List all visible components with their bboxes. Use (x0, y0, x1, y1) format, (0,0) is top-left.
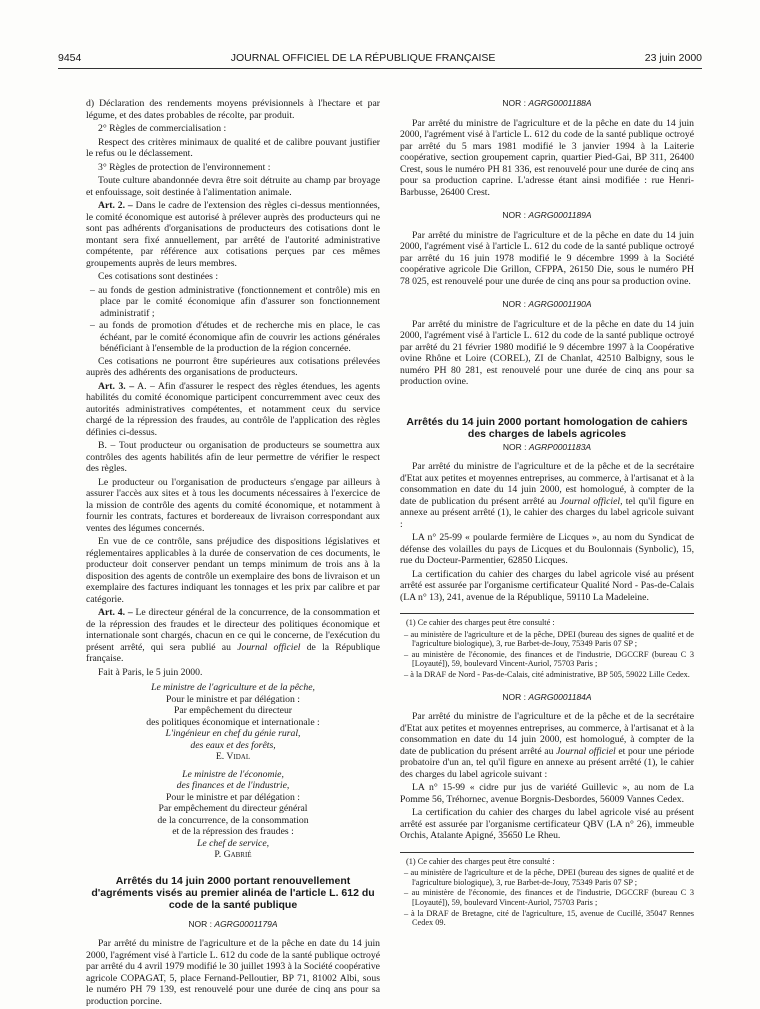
left-column (86, 98, 380, 1009)
footnote-intro: (1) Ce cahier des charges peut être consulté : (406, 618, 555, 627)
footnote (400, 613, 694, 680)
article-label: Art. 3. – (98, 380, 135, 392)
signature-block-1 (86, 682, 380, 763)
sig-line: des finances et de l'industrie, (176, 780, 290, 791)
footnote-intro: (1) Ce cahier des charges peut être consulté : (406, 856, 555, 866)
article-text: Le directeur général de la concurrence, de la consommation et de la répression des fraudes et le directeur des politiques économique et internationale sont chargés, chacun en ce qui le concerne, de l'exécution du présent arrêté, qui sera publié au (86, 607, 380, 653)
signatory-name: P. Gabrié (214, 849, 252, 860)
article-3 (86, 381, 380, 439)
nor-reference: NOR : AGRP0001183A (502, 441, 592, 452)
sig-line: des eaux et des forêts, (190, 739, 276, 751)
footnote-item: – au ministère de l'économie, des finances et de l'industrie, DGCCRF (bureau C 3 [Loyauté]), 59, boulevard Vincent-Auriol, 75703 Paris ; (404, 649, 694, 669)
para: Toute culture abandonnée devra être soit détruite au champ par broyage et enfouissage, soit destinée à l'alimentation animale. (86, 175, 380, 198)
para: Ces cotisations sont destinées : (98, 271, 219, 282)
sig-line: des politiques économique et internationale : (146, 716, 320, 728)
para: Par arrêté du ministre de l'agriculture et de la pêche en date du 14 juin 2000, l'agrément visé à l'article L. 612 du code de la santé publique octroyé par arrêté du 21 février 1980 modifié le 9 décembre 1997 à la Coopérative ovine Rhône et Loire (COREL), ZI de Chanlat, 42510 Balbigny, sous le numéro PH 80 281, est renouvelé pour une durée de cinq ans pour sa production ovine. (400, 318, 694, 387)
footnote-item: – au ministère de l'économie, des finances et de l'industrie, DGCCRF (bureau C 3 [Loyauté]), 59, boulevard Vincent-Auriol, 75703 Paris ; (404, 888, 694, 907)
footnote (400, 852, 694, 928)
article-text: Dans le cadre de l'extension des règles ci-dessus mentionnées, le comité économique est autorisé à prélever auprès des producteurs qui ne sont pas adhérents d'organisations de producteurs des cotisations dont le montant sera fixé annuellement, par arrêté de l'autorité administrative compétente, par référence aux cotisations perçues par ces mêmes groupements auprès de leurs membres. (86, 200, 380, 269)
para: La certification du cahier des charges du label agricole visé au présent arrêté est assurée par l'organisme certificateur QBV (LA n° 26), immeuble Orchis, Atalante Apigné, 35650 Le Rheu. (400, 807, 694, 842)
right-column (400, 98, 694, 929)
signatory-name: E. Vidal (215, 751, 251, 762)
para: LA n° 15-99 « cidre pur jus de variété Guillevic », au nom de La Pomme 56, Tréhornec, avenue Borgnis-Desbordes, 56009 Vannes Cedex. (400, 782, 694, 805)
sig-line: Le ministre de l'économie, (182, 768, 284, 780)
para: B. – Tout producteur ou organisation de producteurs se soumettra aux contrôles des agents habilités afin de leur permettre de vérifier le respect des règles. (86, 440, 380, 474)
journal-title: JOURNAL OFFICIEL DE LA RÉPUBLIQUE FRANÇAISE (230, 52, 496, 64)
sig-line: Pour le ministre et par délégation : (166, 693, 300, 705)
footnote-item: – au ministère de l'agriculture et de la pêche, DPEI (bureau des signes de qualité et de l'agriculture biologique), 3, rue Barbet-de-Jouy, 75349 Paris 07 SP ; (404, 868, 694, 887)
sig-line: Pour le ministre et par délégation : (166, 791, 300, 803)
nor-reference: NOR : AGRG0001190A (502, 299, 592, 309)
section-heading: Arrêtés du 14 juin 2000 portant renouvellement d'agréments visés au premier alinéa de l'article L. 612 du code de la santé publique (91, 874, 375, 911)
done-at: Fait à Paris, le 5 juin 2000. (98, 666, 203, 678)
nor-reference: NOR : AGRG0001188A (502, 98, 592, 108)
article-text-end: de la République française. (86, 641, 380, 664)
journal-ref: Journal officiel (559, 495, 621, 507)
para: Le producteur ou l'organisation de producteurs s'engage par ailleurs à assurer l'accès aux sites et à tous les documents nécessaires à l'exercice de la mission de contrôle des agents du comité économique, et notamment à fournir les contrats, factures et bordereaux de livraison correspondant aux ventes des légumes concernés. (86, 476, 380, 534)
article-label: Art. 2. – (98, 200, 133, 211)
bullet-item: – au fonds de promotion d'études et de recherche mis en place, le cas échéant, par le comité économique afin de couvrir les actions générales bénéficiant à l'ensemble de la production de la région concernée. (90, 320, 380, 354)
footnote-item: – à la DRAF de Bretagne, cité de l'agriculture, 15, avenue de Cucillé, 35047 Rennes Cedex 09. (404, 908, 694, 928)
para: En vue de ce contrôle, sans préjudice des dispositions législatives et réglementaires applicables à la durée de conservation de ces documents, le producteur doit conserver pendant un temps minimum de trois ans à la disposition des agents de contrôle un exemplaire des bons de livraison et un exemplaire des factures indiquant les tonnages et les prix par calibre et par catégorie. (86, 536, 380, 605)
para: 3° Règles de protection de l'environnement : (98, 161, 271, 173)
para: Par arrêté du ministre de l'agriculture et de la pêche et de la secrétaire d'Etat aux petites et moyennes entreprises, au commerce, à l'artisanat et à la consommation en date du 14 juin 2000, est homologué, à compter de la date de publication du présent arrêté au Journal officiel et pour une période probatoire d'un an, tel qu'il figure en annexe au présent arrêté (1), le cahier des charges du label agricole suivant : (400, 711, 694, 780)
issue-date: 23 juin 2000 (644, 52, 702, 64)
page-number: 9454 (58, 52, 82, 64)
sig-line: de la concurrence, de la consommation (157, 814, 309, 826)
article-text: A. – Afin d'assurer le respect des règles étendues, les agents habilités du comité économique participent concurremment avec ceux des autorités administratives compétentes, et notamment ceux du service chargé de la répression des fraudes, au contrôle de l'application des règles définies ci-dessus. (86, 380, 381, 438)
section-heading: Arrêtés du 14 juin 2000 portant homologation de cahiers des charges de labels agricoles (406, 415, 688, 440)
para: 2° Règles de commercialisation : (98, 123, 227, 134)
nor-reference: NOR : AGRG0001179A (188, 918, 278, 929)
sig-line: L'ingénieur en chef du génie rural, (165, 728, 301, 739)
nor-reference: NOR : AGRG0001184A (502, 691, 592, 702)
page-header (58, 52, 702, 69)
sig-line: Par empêchement du directeur (173, 705, 293, 716)
sig-line: Le ministre de l'agriculture et de la pêche, (151, 682, 315, 693)
para: Par arrêté du ministre de l'agriculture et de la pêche et de la secrétaire d'Etat aux petites et moyennes entreprises, au commerce, à l'artisanat et à la consommation en date du 14 juin 2000, est homologué, à compter de la date de publication du présent arrêté au Journal officiel, tel qu'il figure en annexe au présent arrêté (1), le cahier des charges du label agricole suivant : (400, 461, 694, 530)
para: La certification du cahier des charges du label agricole visé au présent arrêté est assurée par l'organisme certificateur Qualité Nord - Pas-de-Calais (LA n° 13), 241, avenue de la République, 59110 La Madeleine. (400, 568, 694, 603)
para: Ces cotisations ne pourront être supérieures aux cotisations prélevées auprès des adhérents des organisations de producteurs. (86, 355, 380, 378)
article-2 (86, 200, 380, 269)
nor-reference: NOR : AGRG0001189A (502, 210, 592, 220)
signature-block-2 (86, 769, 380, 861)
sig-line: et de la répression des fraudes : (172, 826, 294, 837)
article-label: Art. 4. – (98, 607, 133, 618)
para: d) Déclaration des rendements moyens prévisionnels à l'hectare et par légume, et des dates probables de récolte, par produit. (86, 98, 380, 121)
sig-line: Le chef de service, (196, 837, 270, 849)
journal-ref: Journal officiel (556, 745, 616, 757)
sig-line: Par empêchement du directeur général (158, 803, 308, 814)
bullet-item: – au fonds de gestion administrative (fonctionnement et contrôle) mis en place par le comité économique afin d'assurer son fonctionnement administratif ; (90, 284, 380, 319)
para: Par arrêté du ministre de l'agriculture et de la pêche en date du 14 juin 2000, l'agrément visé à l'article L. 612 du code de la santé publique octroyé par arrêté du 5 mars 1981 modifié le 3 janvier 1994 à la Laiterie coopérative, section groupement caprin, quartier Pied-Gai, BP 311, 26400 Crest, sous le numéro PH 81 336, est renouvelé pour une durée de cinq ans pour sa production caprine. L'adresse étant ainsi modifiée : rue Henri-Barbusse, 26400 Crest. (400, 117, 694, 198)
footnote-item: – à la DRAF de Nord - Pas-de-Calais, cité administrative, BP 505, 59022 Lille Cedex. (404, 669, 690, 679)
para: Par arrêté du ministre de l'agriculture et de la pêche en date du 14 juin 2000, l'agrément visé à l'article L. 612 du code de la santé publique octroyé par arrêté du 16 juin 1978 modifié le 9 décembre 1999 à la Société coopérative agricole Die Grillon, CFPPA, 26150 Die, sous le numéro PH 78 025, est renouvelé pour une durée de cinq ans pour sa production ovine. (400, 229, 694, 287)
journal-ref: Journal officiel (237, 641, 301, 653)
para: Respect des critères minimaux de qualité et de calibre pouvant justifier le refus ou le déclassement. (86, 136, 380, 159)
para: LA n° 25-99 « poularde fermière de Licques », au nom du Syndicat de défense des volailles du pays de Licques et du Boulonnais (Synbolic), 15, rue du Docteur-Parmentier, 62850 Licques. (400, 532, 694, 566)
article-4 (86, 607, 380, 665)
footnote-item: – au ministère de l'agriculture et de la pêche, DPEI (bureau des signes de qualité et de l'agriculture biologique), 3, rue Barbet-de-Jouy, 75349 Paris 07 SP ; (404, 629, 694, 649)
para: Par arrêté du ministre de l'agriculture et de la pêche en date du 14 juin 2000, l'agrément visé à l'article L. 612 du code de la santé publique octroyé par arrêté du 4 avril 1979 modifié le 30 juillet 1993 à la Société coopérative agricole COPAGAT, 5, place Fernand-Pelloutier, BP 71, 81002 Albi, sous le numéro PH 79 139, est renouvelé pour une durée de cinq ans pour sa production porcine. (86, 938, 380, 1007)
